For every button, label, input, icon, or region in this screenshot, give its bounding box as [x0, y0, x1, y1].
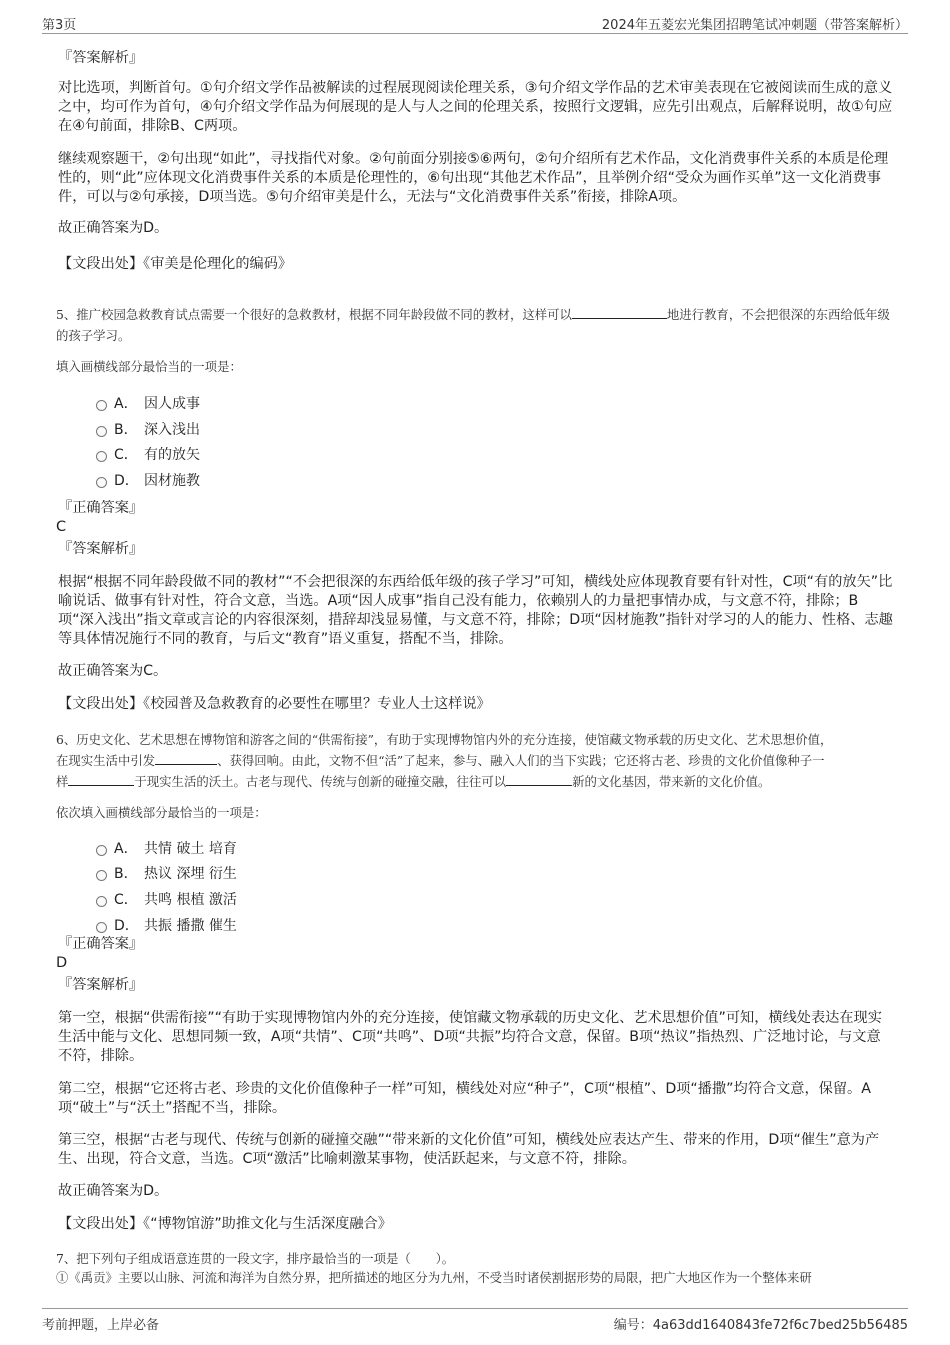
- option-text: 因人成事: [144, 396, 200, 412]
- q6-stem-line3a: 样: [56, 774, 69, 789]
- q6-stem-line2: [56, 750, 896, 771]
- footer-slogan: 考前押题，上岸必备: [42, 1318, 160, 1333]
- document-title: 2024年五菱宏光集团招聘笔试冲刺题（带答案解析）: [601, 18, 908, 33]
- q6-blank-2: [68, 774, 134, 786]
- option-letter: C．: [114, 892, 138, 908]
- q6-stem-line3b: 于现实生活的沃土。古老与现代、传统与创新的碰撞交融，往往可以: [134, 774, 507, 789]
- q6-correct-answer: D: [56, 955, 68, 971]
- q6-blank-3: [506, 774, 572, 786]
- option-text: 共鸣 根植 激活: [144, 892, 237, 908]
- radio-icon[interactable]: [96, 896, 107, 907]
- q6-stem-line1: 6、历史文化、艺术思想在博物馆和游客之间的“供需衔接”，有助于实现博物馆内外的充分连接，使馆藏文物承载的历史文化、艺术思想价值，: [56, 732, 833, 747]
- radio-icon[interactable]: [96, 845, 107, 856]
- q5-correct-label: 『正确答案』: [58, 500, 144, 516]
- option-text: 共振 播撒 催生: [144, 918, 237, 934]
- q7-sentence-1: ①《禹贡》主要以山脉、河流和海洋为自然分界，把所描述的地区分为九州，不受当时诸侯割据形势的局限，把广大地区作为一个整体来研: [56, 1270, 812, 1285]
- q4-analysis-label: 『答案解析』: [58, 50, 144, 66]
- radio-icon[interactable]: [96, 451, 107, 462]
- option-text: 有的放矢: [144, 447, 200, 463]
- option-text: 热议 深埋 衍生: [144, 866, 237, 882]
- q6-conclusion: 故正确答案为D。: [58, 1183, 169, 1199]
- q4-analysis-para2: 继续观察题干，②句出现“如此”，寻找指代对象。②句前面分别接⑤⑥两句，②句介绍所有艺术作品，文化消费事件关系的本质是伦理性的，则“此”应体现文化消费事件关系的本质是伦理性的，⑥句出现“其他艺术作品”，且举例介绍“受众为画作买单”这一文化消费事件，可以与②句承接，D项当选。⑤句介绍审美是什么，无法与“文化消费事件关系”衔接，排除A项。: [58, 151, 889, 205]
- option-letter: A．: [114, 841, 138, 857]
- radio-icon[interactable]: [96, 870, 107, 881]
- q6-stem-line2b: 、获得回响。由此，文物不但“活”了起来，参与、融入人们的当下实践；它还将古老、珍贵的文化价值像种子一: [217, 753, 825, 768]
- q6-analysis-label: 『答案解析』: [58, 977, 144, 993]
- q4-analysis-para1: 对比选项，判断首句。①句介绍文学作品被解读的过程展现阅读伦理关系，③句介绍文学作品的艺术审美表现在它被阅读而生成的意义之中，均可作为首句，④句介绍文学作品为何展现的是人与人之间的伦理关系，按照行文逻辑，应先引出观点，后解释说明，故①句应在④句前面，排除B、C两项。: [58, 80, 893, 134]
- q6-stem-line3c: 新的文化基因，带来新的文化价值。: [572, 774, 771, 789]
- q6-analysis-para2: 第二空，根据“它还将古老、珍贵的文化价值像种子一样”可知，横线处对应“种子”，C项“根植”、D项“播撒”均符合文意，保留。A项“破土”与“沃土”搭配不当，排除。: [58, 1081, 871, 1116]
- q5-prompt: 填入画横线部分最恰当的一项是：: [56, 359, 242, 374]
- radio-icon[interactable]: [96, 426, 107, 437]
- q6-analysis-para1: 第一空，根据“供需衔接”“有助于实现博物馆内外的充分连接，使馆藏文物承载的历史文化、艺术思想价值”可知，横线处表达在现实生活中能与文化、思想同频一致，A项“共情”、C项“共鸣”、D项“共振”均符合文意，保留。B项“热议”指热烈、广泛地讨论，与文意不符，排除。: [58, 1010, 882, 1064]
- q6-prompt: 依次填入画横线部分最恰当的一项是：: [56, 805, 267, 820]
- q7-stem: 7、把下列句子组成语意连贯的一段文字，排序最恰当的一项是（ ）。: [56, 1251, 455, 1266]
- option-letter: B．: [114, 422, 138, 438]
- option-letter: B．: [114, 866, 138, 882]
- q6-analysis-para3: 第三空，根据“古老与现代、传统与创新的碰撞交融”“带来新的文化价值”可知，横线处应表达产生、带来的作用，D项“催生”意为产生、出现，符合文意，当选。C项“激活”比喻刺激某事物，使活跃起来，与文意不符，排除。: [58, 1132, 880, 1167]
- radio-icon[interactable]: [96, 922, 107, 933]
- q4-conclusion: 故正确答案为D。: [58, 220, 169, 236]
- page-number: 第3页: [42, 18, 77, 33]
- q6-source: 【文段出处】《“博物馆游”助推文化与生活深度融合》: [58, 1216, 392, 1232]
- option-text: 共情 破土 培育: [144, 841, 237, 857]
- option-letter: D．: [114, 918, 139, 934]
- q5-stem-part2: 地进行教育，不会把很深的东西给低年级的孩子学习。: [56, 307, 890, 343]
- option-letter: D．: [114, 473, 139, 489]
- radio-icon[interactable]: [96, 400, 107, 411]
- q6-correct-label: 『正确答案』: [58, 936, 144, 952]
- q6-stem: [56, 729, 896, 792]
- page-footer: [42, 1308, 908, 1332]
- q5-stem-part1: 5、推广校园急救教育试点需要一个很好的急救教材，根据不同年龄段做不同的教材，这样可以: [56, 307, 572, 322]
- footer-serial: 编号：4a63dd1640843fe72f6c7bed25b56485: [613, 1318, 908, 1333]
- option-text: 因材施教: [144, 473, 200, 489]
- q5-analysis: 根据“根据不同年龄段做不同的教材”“不会把很深的东西给低年级的孩子学习”可知，横线处应体现教育要有针对性，C项“有的放矢”比喻说话、做事有针对性，符合文意，当选。A项“因人成事”指自己没有能力，依赖别人的力量把事情办成，与文意不符，排除；B项“深入浅出”指文章或言论的内容很深刻，措辞却浅显易懂，与文意不符，排除；D项“因材施教”指针对学习的人的能力、性格、志趣等具体情况施行不同的教育，与后文“教育”语义重复，搭配不当，排除。: [58, 574, 893, 647]
- option-letter: A．: [114, 396, 138, 412]
- q5-blank: [572, 307, 667, 319]
- q6-blank-1: [155, 753, 217, 765]
- q5-analysis-label: 『答案解析』: [58, 541, 144, 557]
- q4-source: 【文段出处】《审美是伦理化的编码》: [58, 256, 293, 272]
- q5-correct-answer: C: [56, 519, 67, 535]
- option-letter: C．: [114, 447, 138, 463]
- option-text: 深入浅出: [144, 422, 200, 438]
- q6-stem-line2a: 在现实生活中引发: [56, 753, 156, 768]
- radio-icon[interactable]: [96, 477, 107, 488]
- q5-conclusion: 故正确答案为C。: [58, 663, 168, 679]
- q5-stem: [56, 304, 896, 346]
- q5-source: 【文段出处】《校园普及急救教育的必要性在哪里？专业人士这样说》: [58, 696, 491, 712]
- page-header: [42, 12, 908, 34]
- q6-stem-line3: [56, 771, 896, 792]
